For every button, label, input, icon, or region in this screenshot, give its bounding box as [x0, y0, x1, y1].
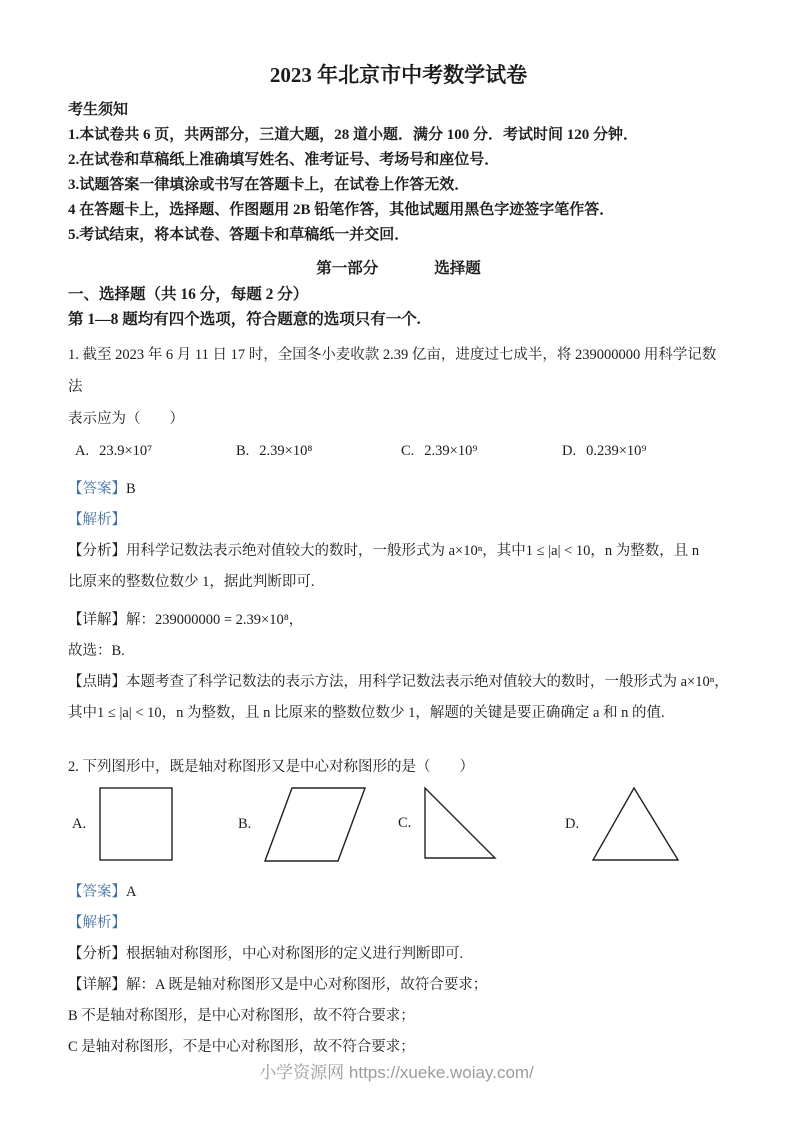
q2-option-a-label: A.	[72, 815, 87, 832]
q1-analysis-label: 【解析】	[68, 512, 126, 528]
section-title	[68, 255, 729, 282]
q1-note-line-1: 【点睛】本题考查了科学记数法的表示方法，用科学记数法表示绝对值较大的数时，一般形式为 a×10ⁿ，	[68, 674, 729, 690]
watermark-footer: 小学资源网 https://xueke.woiay.com/	[259, 1063, 534, 1082]
q2-option-b-label: B.	[238, 816, 252, 832]
q2-option-d-label: D.	[565, 816, 580, 832]
q2-answer-label: 【答案】	[68, 884, 126, 900]
q2-option-d	[565, 787, 679, 862]
q1-option-c	[401, 438, 477, 464]
right-triangle-icon	[424, 787, 497, 860]
choice-instruction: 第 1—8 题均有四个选项，符合题意的选项只有一个.	[68, 311, 421, 328]
isosceles-triangle-icon	[592, 787, 679, 862]
q1-option-d-label: D.	[562, 443, 577, 459]
q2-option-a	[72, 787, 173, 861]
notice-heading: 考生须知	[68, 102, 129, 118]
q2-detail-line-1: 【详解】解：A 既是轴对称图形又是中心对称图形，故符合要求；	[68, 977, 488, 993]
section-title-right: 选择题	[434, 260, 481, 277]
q1-stem-line-1: 1. 截至 2023 年 6 月 11 日 17 时，全国冬小麦收款 2.39 亿亩，进度过七成半，将 239000000 用科学记数法	[68, 347, 717, 395]
q1-note-line-2: 其中1 ≤ |a| < 10，n 为整数，且 n 比原来的整数位数少 1，解题的关键是要正确确定 a 和 n 的值.	[68, 705, 665, 721]
q1-option-b-label: B.	[236, 443, 250, 459]
q1-answer-line	[68, 474, 729, 505]
notice-line-5: 5.考试结束，将本试卷、答题卡和草稿纸一并交回．	[68, 227, 410, 243]
q1-conclusion: 故选：B.	[68, 643, 125, 659]
q1-options-row	[68, 438, 729, 464]
q2-analysis-line: 【分析】根据轴对称图形，中心对称图形的定义进行判断即可.	[68, 946, 464, 962]
q2-options-row	[68, 787, 729, 871]
notice-line-1: 1.本试卷共 6 页，共两部分，三道大题，28 道小题．满分 100 分．考试时间 120 分钟．	[68, 127, 639, 143]
q1-answer-value: B	[126, 481, 136, 497]
q1-stem-line-2: 表示应为（ ）	[68, 411, 184, 427]
q1-option-d-value: 0.239×10⁹	[586, 443, 647, 459]
q2-stem: 2. 下列图形中，既是轴对称图形又是中心对称图形的是（ ）	[68, 759, 474, 775]
page-title: 2023 年北京市中考数学试卷	[269, 63, 528, 87]
q1-option-b-value: 2.39×10⁸	[259, 443, 313, 459]
q2-answer-value: A	[126, 884, 137, 900]
notice-line-4: 4 在答题卡上，选择题、作图题用 2B 铅笔作答，其他试题用黑色字迹签字笔作答．	[68, 202, 615, 218]
parallelogram-icon	[264, 787, 366, 862]
subsection-heading: 一、选择题（共 16 分，每题 2 分）	[68, 286, 309, 303]
q1-option-d	[562, 438, 646, 464]
q2-option-c-label: C.	[398, 815, 412, 831]
q1-option-c-value: 2.39×10⁹	[424, 443, 478, 459]
q1-option-a	[75, 438, 152, 464]
q1-analysis-line-2: 比原来的整数位数少 1，据此判断即可.	[68, 574, 315, 590]
q2-detail-line-3: C 是轴对称图形，不是中心对称图形，故不符合要求；	[68, 1039, 415, 1055]
square-icon	[99, 787, 173, 861]
q1-option-b	[236, 438, 312, 464]
q2-analysis-label: 【解析】	[68, 915, 126, 931]
q1-analysis-heading	[68, 505, 729, 536]
q1-detail-line: 【详解】解：239000000 = 2.39×10⁸，	[68, 612, 304, 628]
q2-detail-line-2: B 不是轴对称图形，是中心对称图形，故不符合要求；	[68, 1008, 415, 1024]
q1-option-c-label: C.	[401, 443, 415, 459]
q1-option-a-label: A.	[75, 443, 90, 459]
notice-line-2: 2.在试卷和草稿纸上准确填写姓名、准考证号、考场号和座位号．	[68, 152, 500, 168]
q1-answer-label: 【答案】	[68, 481, 126, 497]
q1-option-a-value: 23.9×10⁷	[99, 443, 153, 459]
q2-answer-line	[68, 877, 729, 908]
section-title-left: 第一部分	[316, 260, 379, 277]
q2-option-c	[398, 787, 497, 860]
notice-line-3: 3.试题答案一律填涂或书写在答题卡上，在试卷上作答无效．	[68, 177, 470, 193]
q1-analysis-line-1: 【分析】用科学记数法表示绝对值较大的数时，一般形式为 a×10ⁿ，其中1 ≤ |a| < 10，n 为整数，且 n	[68, 543, 700, 559]
q2-analysis-heading	[68, 908, 729, 939]
q2-option-b	[238, 787, 366, 862]
